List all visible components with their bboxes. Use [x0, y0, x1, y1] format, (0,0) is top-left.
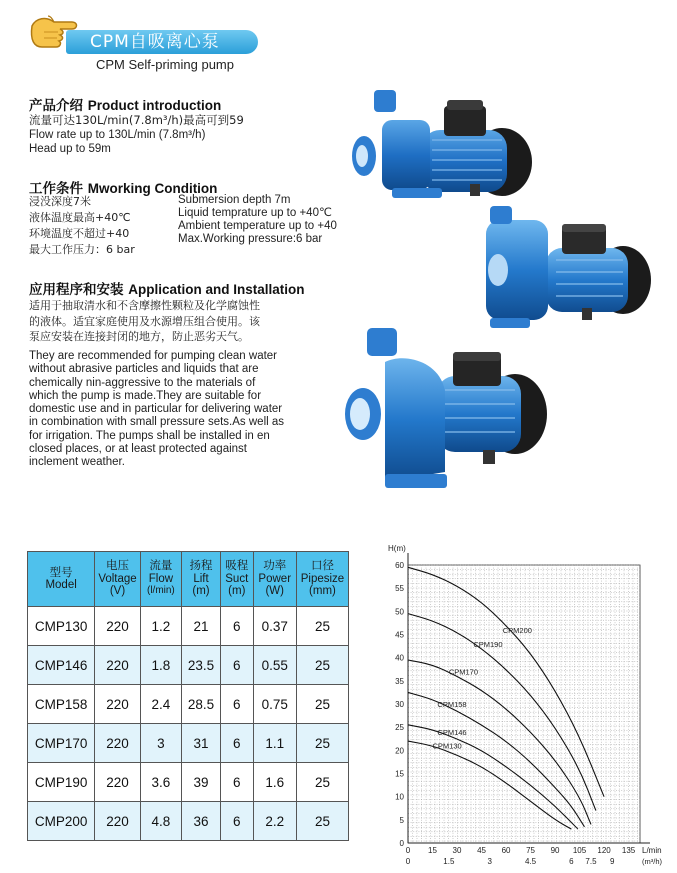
- table-row: [28, 646, 349, 685]
- header-power: [253, 552, 296, 607]
- x-tick-label: 30: [452, 846, 462, 855]
- condition-cn-line: 环境温度不超过+40: [29, 227, 130, 240]
- cell-voltage: 220: [95, 646, 141, 685]
- y-tick-label: 30: [395, 700, 404, 709]
- cell-power: 1.1: [253, 724, 296, 763]
- cell-voltage: 220: [95, 763, 141, 802]
- cell-voltage: 220: [95, 607, 141, 646]
- header-cn: 功率: [263, 560, 287, 573]
- header-cn: 口径: [310, 560, 334, 573]
- application-en: [29, 350, 284, 470]
- x-tick-label: 0: [405, 846, 411, 855]
- x-tick-label: 75: [526, 846, 535, 855]
- y-tick-label: 40: [395, 653, 404, 663]
- table-row: [28, 802, 349, 841]
- cell-flow: 2.4: [140, 685, 181, 724]
- x2-tick-label: 0: [405, 857, 411, 866]
- application-title: [29, 278, 304, 298]
- y-axis-label: H(m): [388, 544, 406, 553]
- header-suct: [221, 552, 254, 607]
- header-cn: 型号: [49, 566, 73, 579]
- cell-power: 0.37: [253, 607, 296, 646]
- header-unit: (V): [109, 585, 126, 598]
- working-condition-title-en: Mworking Condition: [87, 181, 218, 196]
- performance-chart: [380, 540, 677, 870]
- application-en-line: for irrigation. The pumps shall be installed in en: [29, 429, 270, 442]
- product-intro-title: [29, 94, 221, 114]
- condition-cn-line: 最大工作压力：6 bar: [29, 243, 135, 256]
- x2-tick-label: 6: [569, 857, 574, 866]
- working-condition-cn: [29, 194, 135, 258]
- header-en: Power: [258, 572, 292, 585]
- cell-flow: 3.6: [140, 763, 181, 802]
- application-en-line: in combination with small pressure sets.As well as: [29, 416, 285, 429]
- cell-power: 1.6: [253, 763, 296, 802]
- x-tick-label: 45: [477, 846, 486, 855]
- condition-cn-line: 液体温度最高+40℃: [29, 211, 131, 224]
- application-en-line: which the pump is made.They are suitable for: [29, 389, 262, 402]
- cell-model: CMP190: [28, 763, 95, 802]
- application-title-cn: 应用程序和安装: [29, 282, 124, 298]
- title-cn: CPM自吸离心泵: [90, 32, 220, 52]
- cell-suct: 6: [221, 802, 254, 841]
- cell-suct: 6: [221, 724, 254, 763]
- series-label: CPM200: [502, 625, 532, 635]
- product-intro-title-en: Product introduction: [87, 98, 222, 113]
- header-en: Flow: [148, 572, 174, 585]
- cell-power: 0.55: [253, 646, 296, 685]
- y-tick-label: 10: [395, 792, 404, 802]
- table-row: [28, 724, 349, 763]
- product-intro-title-cn: 产品介绍: [29, 98, 83, 114]
- x-tick-label: 135: [621, 846, 636, 855]
- cell-lift: 23.5: [181, 646, 220, 685]
- series-label: CPM170: [448, 667, 479, 677]
- cell-power: 0.75: [253, 685, 296, 724]
- application-cn-line: 的液体。适宜家庭使用及水源增压组合使用。该: [29, 314, 260, 328]
- pump-image-3: [345, 322, 550, 502]
- x2-tick-label: 7.5: [585, 857, 597, 866]
- header-cn: 流量: [149, 560, 173, 573]
- cell-flow: 4.8: [140, 802, 181, 841]
- cell-lift: 39: [181, 763, 220, 802]
- y-tick-label: 25: [395, 723, 404, 733]
- header-unit: (mm): [309, 585, 336, 598]
- working-condition-en: [178, 194, 337, 246]
- cell-pipesize: 25: [296, 646, 348, 685]
- cell-model: CMP200: [28, 802, 95, 841]
- pump-image-2: [478, 200, 653, 335]
- cell-flow: 1.8: [140, 646, 181, 685]
- cell-lift: 31: [181, 724, 220, 763]
- cell-model: CMP170: [28, 724, 95, 763]
- x-tick-label: 120: [597, 846, 611, 855]
- spec-table: [27, 551, 349, 841]
- cell-pipesize: 25: [296, 685, 348, 724]
- condition-en-line: Submersion depth 7m: [178, 194, 291, 206]
- application-cn: [29, 298, 260, 345]
- header-en: Suct: [225, 572, 249, 585]
- y-tick-label: 5: [399, 815, 404, 825]
- y-tick-label: 50: [395, 607, 404, 617]
- application-en-line: They are recommended for pumping clean water: [29, 350, 278, 362]
- header-en: Model: [45, 579, 77, 591]
- series-label: CPM146: [437, 727, 467, 737]
- cell-voltage: 220: [95, 802, 141, 841]
- header-en: Pipesize: [300, 572, 345, 585]
- application-en-line: without abrasive particles and liquids that are: [29, 363, 259, 376]
- y-tick-label: 45: [395, 630, 404, 640]
- cell-flow: 1.2: [140, 607, 181, 646]
- header-unit: (W): [265, 585, 284, 598]
- cell-voltage: 220: [95, 724, 141, 763]
- table-row: [28, 685, 349, 724]
- x-tick-label: 105: [572, 846, 587, 855]
- x-tick-label: 90: [550, 846, 560, 855]
- condition-cn-line: 浸没深度7米: [29, 195, 91, 208]
- x2-tick-label: 9: [609, 857, 615, 866]
- y-tick-label: 20: [395, 746, 404, 756]
- y-tick-label: 60: [395, 561, 404, 570]
- cell-pipesize: 25: [296, 763, 348, 802]
- cell-model: CMP130: [28, 607, 95, 646]
- header-en: Voltage: [98, 572, 137, 585]
- header-voltage: [95, 552, 141, 607]
- x2-tick-label: 1.5: [443, 857, 455, 866]
- table-header-row: [28, 552, 349, 607]
- cell-lift: 36: [181, 802, 220, 841]
- header-model: [28, 552, 95, 607]
- condition-en-line: Ambient temperature up to +40: [178, 220, 337, 232]
- x2-tick-label: 3: [487, 857, 492, 866]
- header-unit: (m): [192, 585, 210, 598]
- cell-model: CMP146: [28, 646, 95, 685]
- application-en-line: domestic use and in particular for delivering water: [29, 403, 283, 416]
- header-cn: 扬程: [189, 560, 213, 573]
- cell-pipesize: 25: [296, 724, 348, 763]
- header-cn: 吸程: [225, 560, 249, 573]
- cell-flow: 3: [140, 724, 181, 763]
- condition-en-line: Liquid temprature up to +40℃: [178, 207, 332, 219]
- cell-power: 2.2: [253, 802, 296, 841]
- table-row: [28, 607, 349, 646]
- x-tick-label: 60: [501, 846, 511, 855]
- x-tick-label: 15: [428, 846, 437, 855]
- subtitle: CPM Self-priming pump: [96, 57, 234, 72]
- pump-image-1: [352, 80, 537, 205]
- header-flow: [140, 552, 181, 607]
- y-tick-label: 0: [399, 839, 404, 848]
- application-cn-line: 泵应安装在连接封闭的地方，防止恶劣天气。: [29, 330, 249, 343]
- cell-pipesize: 25: [296, 607, 348, 646]
- series-label: CPM130: [432, 741, 462, 751]
- cell-voltage: 220: [95, 685, 141, 724]
- x2-tick-label: 4.5: [524, 857, 537, 866]
- y-tick-label: 35: [395, 676, 404, 686]
- application-title-en: Application and Installation: [128, 282, 305, 297]
- application-en-line: chemically nin-aggressive to the materials of: [29, 376, 256, 389]
- y-tick-label: 55: [395, 584, 404, 594]
- cell-lift: 21: [181, 607, 220, 646]
- condition-en-line: Max.Working pressure:6 bar: [178, 233, 323, 245]
- cell-model: CMP158: [28, 685, 95, 724]
- product-intro-cn: 流量可达130L/min(7.8m³/h)最高可到59: [29, 113, 244, 127]
- cell-suct: 6: [221, 685, 254, 724]
- cell-lift: 28.5: [181, 685, 220, 724]
- y-tick-label: 15: [395, 769, 404, 779]
- working-condition-title-cn: 工作条件: [29, 181, 83, 197]
- application-en-line: inclement weather.: [29, 456, 125, 469]
- series-label: CPM190: [473, 639, 503, 649]
- cell-suct: 6: [221, 646, 254, 685]
- cell-pipesize: 25: [296, 802, 348, 841]
- title-banner: [66, 30, 258, 54]
- application-en-line: closed places, or at least protected against: [29, 443, 247, 456]
- x-axis-label: L/min: [642, 846, 662, 855]
- cell-suct: 6: [221, 763, 254, 802]
- header-cn: 电压: [106, 560, 129, 573]
- header-en: Lift: [193, 572, 209, 585]
- series-label: CPM158: [437, 700, 467, 709]
- product-intro-en2: Head up to 59m: [29, 143, 111, 155]
- application-cn-line: 适用于抽取清水和不含摩擦性颗粒及化学腐蚀性: [29, 299, 260, 312]
- header-unit: (l/min): [146, 585, 175, 597]
- header-lift: [181, 552, 220, 607]
- table-row: [28, 763, 349, 802]
- cell-suct: 6: [221, 607, 254, 646]
- header-pipesize: [296, 552, 348, 607]
- header-unit: (m): [228, 585, 246, 598]
- x2-axis-label: (m³/h): [642, 857, 662, 866]
- product-intro-en1: Flow rate up to 130L/min (7.8m³/h): [29, 129, 206, 141]
